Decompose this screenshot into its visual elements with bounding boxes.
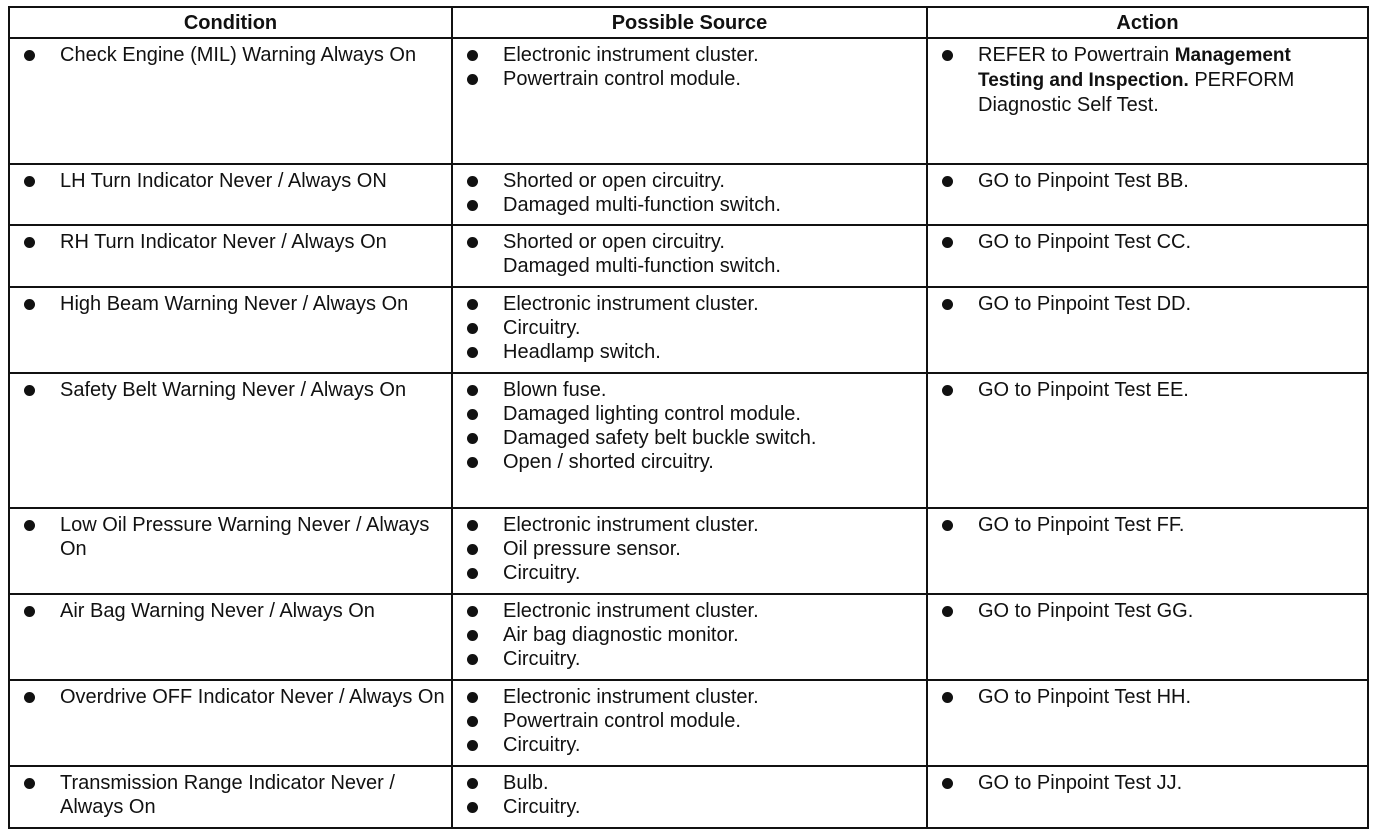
action-cell <box>927 38 1368 164</box>
source-text: Oil pressure sensor. <box>503 538 681 560</box>
action-cell <box>927 164 1368 225</box>
list-item <box>16 230 445 254</box>
bullet-icon <box>467 692 478 703</box>
source-text: Headlamp switch. <box>503 341 661 363</box>
list-item <box>459 685 920 709</box>
list-item <box>459 450 920 474</box>
bullet-icon <box>942 50 953 61</box>
action-cell <box>927 225 1368 287</box>
list-item <box>459 193 920 217</box>
list-item <box>459 709 920 733</box>
source-text: Damaged lighting control module. <box>503 403 801 425</box>
bullet-icon <box>467 606 478 617</box>
list-item <box>16 685 445 709</box>
list-item <box>459 647 920 671</box>
condition-cell <box>9 594 452 680</box>
list-item <box>16 43 445 67</box>
condition-cell <box>9 164 452 225</box>
table-row <box>9 594 1368 680</box>
bullet-icon <box>467 200 478 211</box>
source-text: Shorted or open circuitry. <box>503 231 725 253</box>
action-text: GO to Pinpoint Test FF. <box>978 514 1185 536</box>
header-action: Action <box>927 7 1368 38</box>
list-item <box>459 292 920 316</box>
action-cell <box>927 594 1368 680</box>
bullet-icon <box>467 520 478 531</box>
condition-text: LH Turn Indicator Never / Always ON <box>60 170 387 192</box>
condition-cell <box>9 287 452 373</box>
bullet-icon <box>942 385 953 396</box>
bullet-icon <box>467 176 478 187</box>
source-text: Electronic instrument cluster. <box>503 293 759 315</box>
list-item <box>459 771 920 795</box>
list-item <box>459 537 920 561</box>
action-text: GO to Pinpoint Test DD. <box>978 293 1192 315</box>
source-cell <box>452 680 927 766</box>
condition-text: Air Bag Warning Never / Always On <box>60 600 375 622</box>
list-item <box>16 599 445 623</box>
condition-cell <box>9 766 452 828</box>
table-row <box>9 287 1368 373</box>
list-item <box>934 685 1361 709</box>
source-text: Electronic instrument cluster. <box>503 514 759 536</box>
list-item <box>16 771 445 819</box>
bullet-icon <box>467 433 478 444</box>
bullet-icon <box>24 385 35 396</box>
source-text: Circuitry. <box>503 562 581 584</box>
list-item <box>459 254 920 278</box>
condition-cell <box>9 508 452 594</box>
header-possible-source: Possible Source <box>452 7 927 38</box>
bullet-icon <box>467 630 478 641</box>
condition-text: Low Oil Pressure Warning Never / Always On <box>60 514 430 560</box>
bullet-icon <box>942 606 953 617</box>
bullet-icon <box>24 692 35 703</box>
list-item <box>934 513 1361 537</box>
source-cell <box>452 164 927 225</box>
action-text: GO to Pinpoint Test EE. <box>978 379 1189 401</box>
list-item <box>934 230 1361 254</box>
bullet-icon <box>942 237 953 248</box>
list-item <box>459 513 920 537</box>
source-text: Powertrain control module. <box>503 710 741 732</box>
table-row <box>9 680 1368 766</box>
bullet-icon <box>467 568 478 579</box>
bullet-icon <box>942 778 953 789</box>
action-cell <box>927 508 1368 594</box>
source-text: Circuitry. <box>503 796 581 818</box>
action-text: GO to Pinpoint Test CC. <box>978 231 1192 253</box>
table-row <box>9 766 1368 828</box>
source-text: Powertrain control module. <box>503 68 741 90</box>
source-text: Electronic instrument cluster. <box>503 44 759 66</box>
bullet-icon <box>942 176 953 187</box>
table-row <box>9 164 1368 225</box>
condition-text: Check Engine (MIL) Warning Always On <box>60 44 417 66</box>
list-item <box>934 169 1361 193</box>
condition-cell <box>9 38 452 164</box>
condition-text: Safety Belt Warning Never / Always On <box>60 379 407 401</box>
source-cell <box>452 38 927 164</box>
source-text: Blown fuse. <box>503 379 607 401</box>
condition-text: RH Turn Indicator Never / Always On <box>60 231 387 253</box>
source-cell <box>452 508 927 594</box>
list-item <box>459 795 920 819</box>
condition-cell <box>9 225 452 287</box>
source-text: Damaged multi-function switch. <box>503 255 781 277</box>
list-item <box>16 292 445 316</box>
action-text: GO to Pinpoint Test JJ. <box>978 772 1183 794</box>
bullet-icon <box>467 544 478 555</box>
bullet-icon <box>24 520 35 531</box>
list-item <box>16 378 445 402</box>
action-cell <box>927 287 1368 373</box>
action-text: GO to Pinpoint Test GG. <box>978 600 1194 622</box>
bullet-icon <box>467 409 478 420</box>
source-text: Air bag diagnostic monitor. <box>503 624 739 646</box>
diagnostic-sheet <box>8 6 1367 829</box>
action-text-manual-reference: Management Testing and Inspection. <box>978 45 1291 91</box>
action-text: GO to Pinpoint Test BB. <box>978 170 1189 192</box>
bullet-icon <box>467 654 478 665</box>
bullet-icon <box>24 778 35 789</box>
bullet-icon <box>467 347 478 358</box>
list-item <box>934 378 1361 402</box>
condition-text: Overdrive OFF Indicator Never / Always On <box>60 686 445 708</box>
bullet-icon <box>942 692 953 703</box>
list-item <box>459 378 920 402</box>
list-item <box>459 733 920 757</box>
bullet-icon <box>24 606 35 617</box>
symptom-chart-table <box>8 6 1369 829</box>
condition-text: High Beam Warning Never / Always On <box>60 293 409 315</box>
bullet-icon <box>467 802 478 813</box>
bullet-icon <box>24 176 35 187</box>
table-row <box>9 225 1368 287</box>
source-text: Electronic instrument cluster. <box>503 600 759 622</box>
bullet-icon <box>467 74 478 85</box>
bullet-icon <box>24 50 35 61</box>
source-cell <box>452 287 927 373</box>
bullet-icon <box>467 299 478 310</box>
list-item <box>934 771 1361 795</box>
list-item <box>459 623 920 647</box>
bullet-icon <box>467 323 478 334</box>
action-cell <box>927 766 1368 828</box>
bullet-icon <box>24 299 35 310</box>
condition-text: Transmission Range Indicator Never / Always On <box>60 772 395 818</box>
bullet-icon <box>467 50 478 61</box>
bullet-icon <box>467 237 478 248</box>
bullet-icon <box>467 716 478 727</box>
source-cell <box>452 373 927 508</box>
list-item <box>459 599 920 623</box>
list-item <box>934 599 1361 623</box>
bullet-icon <box>24 237 35 248</box>
table-row <box>9 508 1368 594</box>
bullet-icon <box>467 778 478 789</box>
list-item <box>459 402 920 426</box>
source-text: Open / shorted circuitry. <box>503 451 714 473</box>
condition-cell <box>9 373 452 508</box>
action-text-refer: REFER to Powertrain <box>978 44 1175 66</box>
list-item <box>459 169 920 193</box>
list-item <box>459 426 920 450</box>
source-text: Electronic instrument cluster. <box>503 686 759 708</box>
source-cell <box>452 766 927 828</box>
bullet-icon <box>942 520 953 531</box>
action-text: GO to Pinpoint Test HH. <box>978 686 1192 708</box>
table-header-row <box>9 7 1368 38</box>
action-cell <box>927 373 1368 508</box>
list-item <box>934 43 1361 117</box>
list-item <box>16 169 445 193</box>
source-text: Circuitry. <box>503 648 581 670</box>
source-text: Damaged safety belt buckle switch. <box>503 427 817 449</box>
source-text: Circuitry. <box>503 317 581 339</box>
list-item <box>459 561 920 585</box>
bullet-icon <box>467 740 478 751</box>
list-item <box>16 513 445 561</box>
table-row <box>9 373 1368 508</box>
source-text: Circuitry. <box>503 734 581 756</box>
source-text: Damaged multi-function switch. <box>503 194 781 216</box>
header-condition: Condition <box>9 7 452 38</box>
action-text-perform: PERFORM Diagnostic Self Test. <box>978 69 1295 116</box>
bullet-icon <box>467 457 478 468</box>
list-item <box>459 230 920 254</box>
list-item <box>934 292 1361 316</box>
list-item <box>459 43 920 67</box>
bullet-icon <box>942 299 953 310</box>
source-cell <box>452 594 927 680</box>
condition-cell <box>9 680 452 766</box>
table-row <box>9 38 1368 164</box>
bullet-icon <box>467 385 478 396</box>
list-item <box>459 340 920 364</box>
list-item <box>459 67 920 91</box>
source-text: Shorted or open circuitry. <box>503 170 725 192</box>
list-item <box>459 316 920 340</box>
source-cell <box>452 225 927 287</box>
source-text: Bulb. <box>503 772 549 794</box>
action-cell <box>927 680 1368 766</box>
